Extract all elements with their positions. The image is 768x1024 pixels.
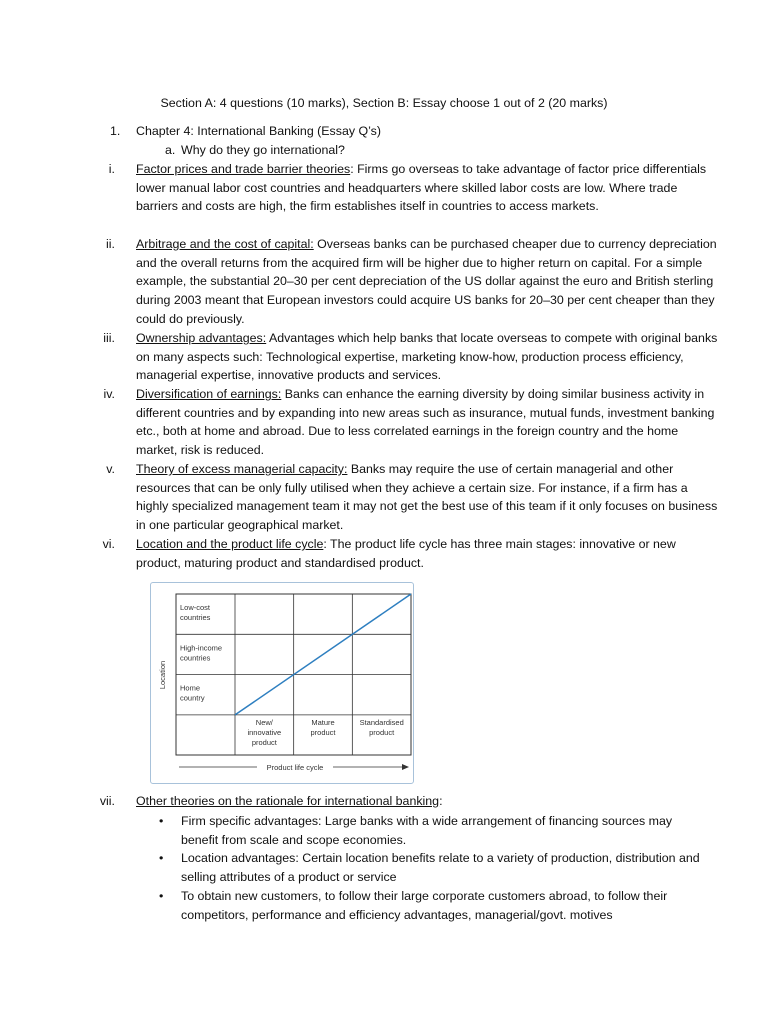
- bullet-list: [145, 812, 705, 924]
- y-axis-labels: [180, 603, 222, 703]
- item-heading-colon: :: [350, 162, 354, 176]
- item-text: Banks can enhance the earning diversity by doing similar business activity in different countries and by expanding into new areas such as insurance, mutual funds, investment banking etc., both at home and abroad. Due to less correlated earnings in the foreign country and the home market, risk is reduced.: [136, 387, 715, 458]
- sub-question-number: a.: [165, 143, 176, 157]
- x-tick-label: product: [251, 737, 277, 747]
- item-heading-colon: :: [439, 794, 443, 808]
- item-heading: Other theories on the rationale for international banking: [136, 794, 440, 808]
- y-tick-label: High-income: [180, 643, 223, 653]
- item-heading: Ownership advantages:: [136, 331, 267, 345]
- x-axis-arrow-head: [402, 764, 409, 770]
- item-number: vii.: [99, 794, 115, 808]
- item-heading-colon: :: [323, 537, 327, 551]
- item-body: [136, 329, 720, 385]
- item-body: [136, 535, 720, 572]
- item-number: v.: [106, 462, 115, 476]
- item-body: [136, 235, 720, 329]
- item-text: Banks may require the use of certain managerial and other resources that can be only fully utilised when they achieve a certain size. For instance, if a firm has a highly specialized management team it may not get the best use of this team if it only focuses on business in one particular geographical market.: [136, 462, 718, 533]
- chapter-heading: [110, 122, 381, 141]
- item-number: iii.: [103, 331, 115, 345]
- y-tick-label: Low-cost: [180, 603, 211, 612]
- bullet-icon: •: [159, 851, 164, 866]
- bullet-item: [145, 849, 705, 886]
- item-text: The product life cycle has three main stages: innovative or new product, maturing product and standardised product.: [136, 537, 676, 570]
- x-axis-labels: [247, 718, 403, 747]
- bullet-icon: •: [159, 888, 164, 903]
- item-body: [136, 160, 720, 216]
- product-life-cycle-figure: [150, 582, 414, 784]
- item-heading: Arbitrage and the cost of capital:: [136, 237, 314, 251]
- chapter-title: Chapter 4: International Banking (Essay Q’s): [136, 124, 381, 138]
- bullet-text: To obtain new customers, to follow their large corporate customers abroad, to follow their competitors, performance and efficiency advantages, managerial/govt. motives: [181, 888, 668, 922]
- item-text: Firms go overseas to take advantage of factor price differentials lower manual labor cost countries and headquarters where skilled labor costs are low. Where trade barriers and costs are high, the firm establishes itself in countries to access markets.: [136, 162, 707, 214]
- bullet-item: [145, 812, 705, 849]
- item-number: vi.: [102, 537, 115, 551]
- product-life-cycle-chart: [151, 583, 413, 783]
- x-tick-label: Mature: [311, 717, 335, 727]
- x-tick-label: product: [369, 727, 395, 737]
- y-tick-label: country: [180, 693, 205, 703]
- item-heading: Location and the product life cycle: [136, 537, 324, 551]
- bullet-text: Location advantages: Certain location benefits relate to a variety of production, distribution and selling attributes of a product or service: [181, 851, 700, 885]
- item-body: [136, 792, 720, 811]
- x-tick-label: Standardised: [359, 717, 404, 727]
- item-number: ii.: [106, 237, 115, 251]
- chapter-number: 1.: [110, 124, 121, 138]
- section-header: Section A: 4 questions (10 marks), Section B: Essay choose 1 out of 2 (20 marks): [160, 96, 608, 110]
- x-tick-label: product: [310, 727, 336, 737]
- item-number: iv.: [103, 387, 115, 401]
- sub-question-text: Why do they go international?: [181, 143, 345, 157]
- y-tick-label: Home: [180, 683, 201, 693]
- item-heading: Factor prices and trade barrier theories: [136, 162, 351, 176]
- y-tick-label: countries: [180, 613, 211, 622]
- x-tick-label: innovative: [247, 727, 282, 737]
- item-text: Advantages which help banks that locate overseas to compete with original banks on many aspects such: Technological expertise, marketing know-how, production process efficiency, managerial expertise, innovative products and services.: [136, 331, 718, 383]
- x-axis-title: Product life cycle: [266, 763, 324, 772]
- item-body: [136, 460, 720, 535]
- item-heading: Theory of excess managerial capacity:: [136, 462, 348, 476]
- chart-series: [235, 594, 411, 715]
- item-body: [136, 385, 720, 460]
- sub-question: [165, 141, 345, 160]
- x-tick-label: New/: [255, 717, 273, 727]
- y-tick-label: countries: [180, 653, 211, 663]
- item-number: i.: [108, 162, 115, 176]
- item-text: Overseas banks can be purchased cheaper due to currency depreciation and the overall returns from the acquired firm will be higher due to higher return on capital. For a simple example, the substantial 20–30 per cent depreciation of the US dollar against the euro and British sterling during 2003 meant that European investors could acquire US banks for 20–30 per cent cheaper than they could do previously.: [136, 237, 717, 326]
- bullet-item: [145, 887, 705, 924]
- series-line: [235, 594, 411, 715]
- y-axis-title: Location: [158, 660, 167, 690]
- bullet-text: Firm specific advantages: Large banks with a wide arrangement of financing sources may benefit from scale and scope economies.: [181, 814, 673, 847]
- bullet-icon: •: [159, 814, 164, 828]
- item-heading: Diversification of earnings:: [136, 387, 282, 401]
